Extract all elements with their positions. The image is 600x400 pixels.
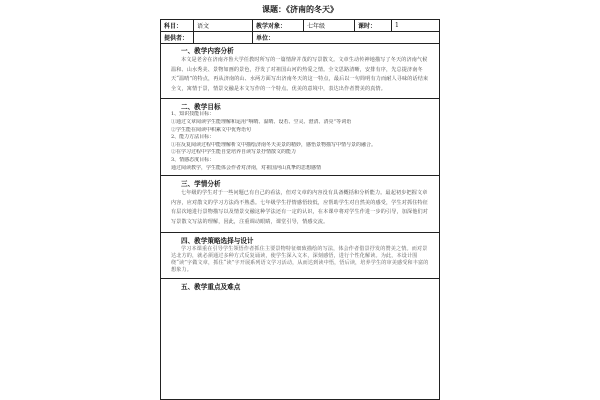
lesson-meta-table bbox=[160, 19, 440, 44]
section-heading-content: 一、教学内容分析 bbox=[181, 47, 234, 55]
goal-line: 3、情感态度目标： bbox=[171, 156, 215, 163]
goal-line: ①在反复阅读过程中能理解析文中描绘济南冬天美景的精妙，感悟景物描写中情与景的融合。 bbox=[171, 141, 377, 148]
target-label: 教学对象： bbox=[253, 20, 304, 32]
provider-value bbox=[194, 32, 253, 44]
section-heading-goals: 二、教学目标 bbox=[161, 98, 439, 111]
subject-value: 语文 bbox=[194, 20, 253, 32]
unit-label: 单位： bbox=[253, 32, 440, 44]
learner-analysis-text: 七年级的学生对于一些问题已有自己的看法，但对文章的内容没有具备概括和分析能力。最起初步把握文章内容，应对散文的学习方法尚不熟悉。七年级学生抒情感悟较低，应帮助学生对自然美的感受，学生对抓住特征有层次地进行景物描写以及情景交融这种学法还有一定的认识，在本课中将对学生作进一步的引导，加深他们对写景散文写法的理解，因此，注重调动眼睛，课堂引导，情感交流。 bbox=[171, 190, 428, 225]
document-page bbox=[160, 0, 440, 400]
target-value: 七年级 bbox=[304, 20, 355, 32]
goal-line: ②在学习过程中学生能自觉培养自读写景抒情散文的能力 bbox=[171, 149, 297, 156]
lesson-title: 课题：《济南的冬天》 bbox=[262, 4, 338, 14]
hours-label: 课时： bbox=[355, 20, 392, 32]
goal-line: 1、知识技能目标： bbox=[171, 111, 215, 118]
goal-line: ①通过文章阅读学生能理解和运用“响晴、温晴、设若、空灵、澄清、清亮”等词语 bbox=[171, 118, 352, 125]
strategy-text: 学习本课重在引导学生领悟作者抓住主要景物特征细致描绘的写法，体会作者借景抒发的赞美之情。而对景达北方的，就必须通过多种方式反复诵读，使学生深入文本，深刻感悟，进行个性化解读。为此，本设计围绕“读”字做文章，抓住“读”字开展系列语文学习活动，从而达到读中悟，悟后读，培养学生的审美感受和丰富的想象力。 bbox=[171, 245, 429, 274]
section-heading-keypoints: 五、教学重点及难点 bbox=[161, 278, 439, 291]
provider-label: 提供者： bbox=[161, 32, 194, 44]
subject-label: 科目： bbox=[161, 20, 194, 32]
hours-value: 1 bbox=[392, 20, 440, 32]
content-analysis-text: 本文是老舍在济南齐鲁大学任教时所写的一篇情辞并茂的写景散文。文章生动传神地描写了冬天的济南气候温和、山水秀美、景物如画的景色，抒发了对祖国山河的热爱之情。全文思路清晰，安排有序，先总提济南冬天“温晴”的特点，再从济南的山、水两方面写出济南冬天的这一特点，最后以一句简明有力而耐人寻味的话结束全文，寓情于景，情景交融是本文写作的一个特点。优美的意境中，表达出作者赞美的真情。 bbox=[171, 57, 429, 92]
goal-line: 2、能力方法目标： bbox=[171, 134, 215, 141]
goal-line: 通过阅读教学，学生能体会作者对济南，对祖国河山真挚的思想感情 bbox=[171, 164, 322, 171]
section-heading-learner: 三、学情分析 bbox=[161, 175, 439, 188]
section-heading-strategy: 四、教学策略选择与设计 bbox=[161, 232, 439, 245]
goals-list bbox=[161, 111, 439, 173]
goal-line: ②学生能在阅读中积累文中优秀语句 bbox=[171, 126, 252, 133]
lesson-body bbox=[160, 43, 440, 400]
